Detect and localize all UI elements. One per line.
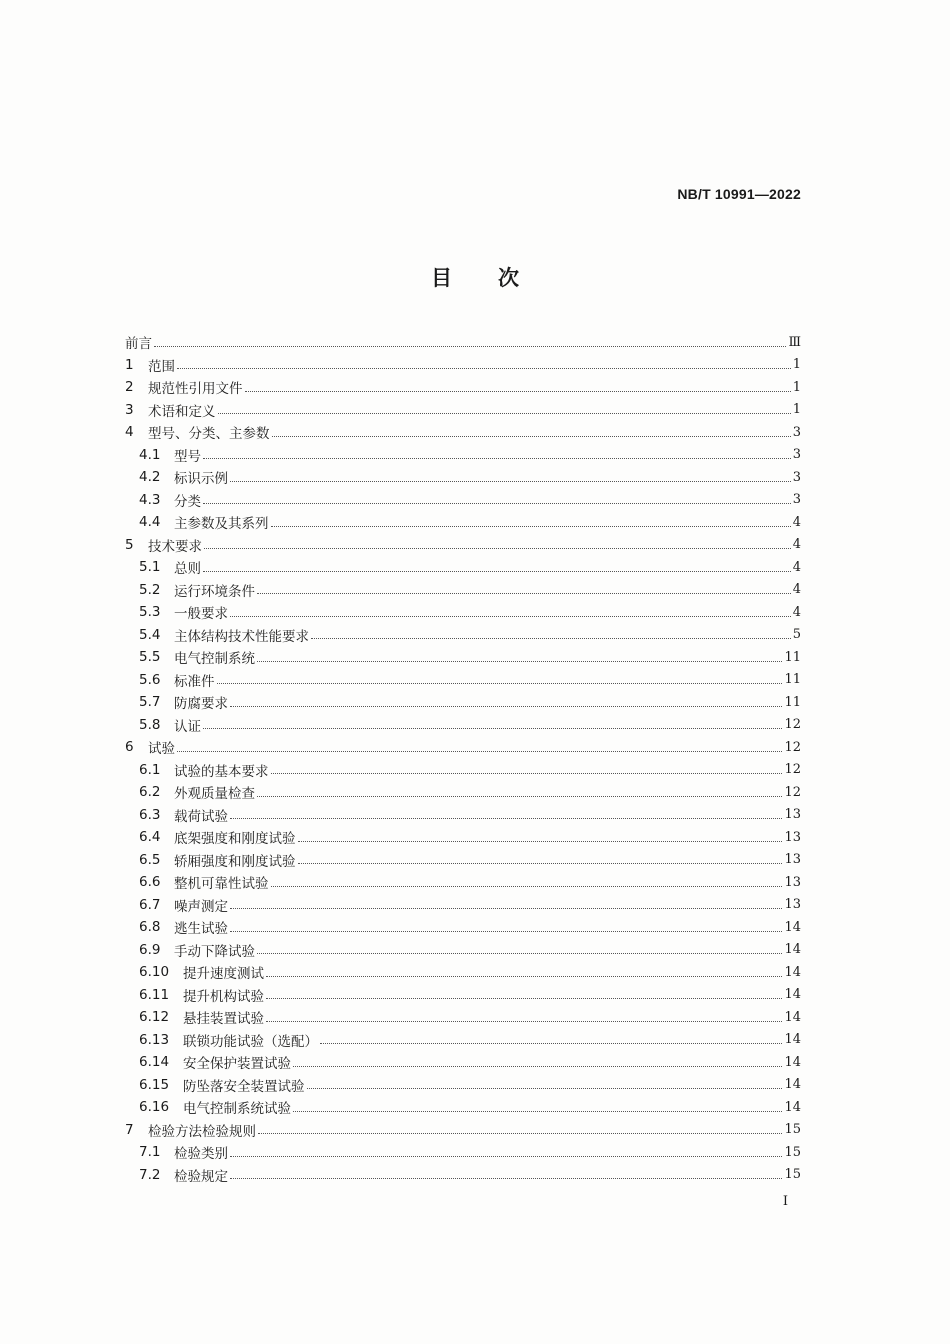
- toc-entry[interactable]: [125, 489, 801, 512]
- toc-entry[interactable]: [125, 871, 801, 894]
- toc-entry-title: 轿厢强度和刚度试验: [174, 853, 296, 870]
- toc-entry-page: 13: [784, 897, 801, 913]
- toc-leader-dots: [293, 1111, 782, 1112]
- toc-entry[interactable]: [125, 984, 801, 1007]
- toc-entry-page: 5: [792, 627, 801, 643]
- toc-entry-number: 5.2: [139, 581, 161, 598]
- toc-leader-dots: [257, 661, 782, 662]
- toc-entry-title: 防坠落安全装置试验: [183, 1078, 305, 1095]
- toc-entry-number: 4.3: [139, 491, 161, 508]
- toc-entry-title: 型号、分类、主参数: [148, 426, 270, 443]
- toc-entry-page: 13: [784, 874, 801, 890]
- toc-entry-title: 术语和定义: [148, 403, 216, 420]
- toc-entry-page: 4: [792, 537, 801, 553]
- toc-leader-dots: [257, 593, 791, 594]
- toc-entry[interactable]: [125, 1029, 801, 1052]
- toc-entry-title: 规范性引用文件: [148, 381, 243, 398]
- toc-leader-dots: [230, 481, 791, 482]
- toc-entry-number: 7: [125, 1121, 134, 1138]
- toc-entry[interactable]: [125, 714, 801, 737]
- toc-entry-number: 6: [125, 739, 134, 756]
- toc-entry-title: 试验: [148, 741, 175, 758]
- toc-entry-page: 14: [784, 1077, 801, 1093]
- toc-entry-page: 14: [784, 964, 801, 980]
- toc-entry-page: 13: [784, 807, 801, 823]
- toc-leader-dots: [271, 526, 791, 527]
- toc-entry-title: 标识示例: [174, 471, 228, 488]
- toc-entry[interactable]: [125, 1119, 801, 1142]
- toc-entry-page: 11: [784, 649, 801, 665]
- toc-entry-number: 7.2: [139, 1166, 161, 1183]
- toc-entry-page: 3: [792, 447, 801, 463]
- toc-leader-dots: [311, 638, 791, 639]
- toc-entry-number: 4: [125, 424, 134, 441]
- toc-entry-page: 12: [784, 739, 801, 755]
- toc-entry[interactable]: [125, 1006, 801, 1029]
- toc-entry-number: 5: [125, 536, 134, 553]
- toc-entry[interactable]: [125, 1051, 801, 1074]
- toc-entry-number: 6.10: [139, 964, 170, 981]
- toc-entry-page: 15: [784, 1167, 801, 1183]
- toc-entry-page: 11: [784, 694, 801, 710]
- toc-entry[interactable]: [125, 466, 801, 489]
- toc-entry-title: 认证: [174, 718, 201, 735]
- toc-leader-dots: [217, 683, 783, 684]
- toc-entry-page: 3: [792, 424, 801, 440]
- toc-entry[interactable]: [125, 669, 801, 692]
- toc-leader-dots: [154, 346, 786, 347]
- toc-entry-number: 6.15: [139, 1076, 170, 1093]
- toc-entry-page: 3: [792, 469, 801, 485]
- toc-entry-number: 6.4: [139, 829, 161, 846]
- toc-entry-title: 主参数及其系列: [174, 516, 269, 533]
- toc-leader-dots: [266, 998, 782, 999]
- toc-entry-title: 联锁功能试验（选配）: [183, 1033, 318, 1050]
- toc-entry-page: 1: [792, 379, 801, 395]
- toc-entry-page: 1: [792, 402, 801, 418]
- toc-leader-dots: [230, 616, 791, 617]
- toc-entry-number: 6.6: [139, 874, 161, 891]
- toc-entry-page: 15: [784, 1144, 801, 1160]
- toc-entry-page: 14: [784, 919, 801, 935]
- toc-leader-dots: [230, 908, 782, 909]
- toc-entry-title: 悬挂装置试验: [183, 1011, 264, 1028]
- toc-leader-dots: [177, 368, 791, 369]
- toc-entry[interactable]: [125, 781, 801, 804]
- toc-entry[interactable]: [125, 556, 801, 579]
- toc-entry-page: 12: [784, 717, 801, 733]
- toc-entry-title: 手动下降试验: [174, 943, 255, 960]
- toc-entry[interactable]: [125, 759, 801, 782]
- toc-entry-page: 11: [784, 672, 801, 688]
- toc-entry-number: 6.14: [139, 1054, 170, 1071]
- toc-entry[interactable]: [125, 511, 801, 534]
- toc-entry-number: 4.4: [139, 514, 161, 531]
- toc-entry-title: 主体结构技术性能要求: [174, 628, 309, 645]
- toc-leader-dots: [203, 458, 791, 459]
- toc-entry-title: 检验类别: [174, 1146, 228, 1163]
- toc-entry-number: 6.1: [139, 761, 161, 778]
- toc-entry-page: 4: [792, 604, 801, 620]
- toc-entry-number: 7.1: [139, 1144, 161, 1161]
- toc-entry-number: 6.3: [139, 806, 161, 823]
- toc-leader-dots: [230, 706, 782, 707]
- toc-leader-dots: [257, 953, 782, 954]
- toc-leader-dots: [266, 1021, 782, 1022]
- toc-entry[interactable]: [125, 939, 801, 962]
- toc-entry-title: 防腐要求: [174, 696, 228, 713]
- toc-entry-page: 14: [784, 987, 801, 1003]
- toc-entry-number: 2: [125, 379, 134, 396]
- toc-entry[interactable]: [125, 1096, 801, 1119]
- toc-entry-page: 4: [792, 582, 801, 598]
- toc-entry-title: 安全保护装置试验: [183, 1056, 291, 1073]
- toc-entry-page: 14: [784, 1099, 801, 1115]
- toc-leader-dots: [298, 863, 783, 864]
- toc-entry-number: 6.7: [139, 896, 161, 913]
- toc-entry-title: 型号: [174, 448, 201, 465]
- toc-entry[interactable]: [125, 421, 801, 444]
- toc-entry-number: 5.4: [139, 626, 161, 643]
- toc-entry[interactable]: [125, 601, 801, 624]
- toc-entry-number: 5.1: [139, 559, 161, 576]
- toc-entry-number: 5.6: [139, 671, 161, 688]
- toc-entry[interactable]: [125, 624, 801, 647]
- toc-entry-page: 14: [784, 1032, 801, 1048]
- toc-entry-title: 电气控制系统: [174, 651, 255, 668]
- toc-entry[interactable]: [125, 579, 801, 602]
- table-of-contents: [125, 331, 801, 1186]
- toc-entry-title: 提升速度测试: [183, 966, 264, 983]
- toc-entry-page: 12: [784, 762, 801, 778]
- toc-entry-number: 5.3: [139, 604, 161, 621]
- toc-leader-dots: [203, 503, 791, 504]
- toc-entry[interactable]: [125, 1074, 801, 1097]
- toc-entry-page: 13: [784, 852, 801, 868]
- toc-entry[interactable]: [125, 534, 801, 557]
- toc-entry-title: 标准件: [174, 673, 215, 690]
- toc-entry-page: 14: [784, 1009, 801, 1025]
- toc-entry-page: 3: [792, 492, 801, 508]
- toc-leader-dots: [320, 1043, 782, 1044]
- toc-entry-number: 5.8: [139, 716, 161, 733]
- toc-entry-page: 1: [792, 357, 801, 373]
- toc-leader-dots: [245, 391, 791, 392]
- toc-leader-dots: [272, 436, 791, 437]
- toc-entry-page: 14: [784, 942, 801, 958]
- toc-entry[interactable]: [125, 894, 801, 917]
- toc-entry-title: 载荷试验: [174, 808, 228, 825]
- toc-leader-dots: [257, 796, 782, 797]
- toc-entry-number: 3: [125, 401, 134, 418]
- toc-entry[interactable]: [125, 399, 801, 422]
- toc-entry[interactable]: [125, 849, 801, 872]
- toc-entry-number: 5.5: [139, 649, 161, 666]
- toc-entry-number: 4.2: [139, 469, 161, 486]
- toc-leader-dots: [307, 1088, 783, 1089]
- standard-code: NB/T 10991—2022: [677, 186, 801, 202]
- toc-entry-title: 底架强度和刚度试验: [174, 831, 296, 848]
- toc-entry[interactable]: [125, 804, 801, 827]
- toc-leader-dots: [230, 1178, 782, 1179]
- toc-leader-dots: [271, 773, 783, 774]
- toc-entry-title: 噪声测定: [174, 898, 228, 915]
- toc-entry[interactable]: [125, 1164, 801, 1187]
- toc-entry-number: 6.13: [139, 1031, 170, 1048]
- toc-leader-dots: [177, 751, 782, 752]
- toc-entry-number: 4.1: [139, 446, 161, 463]
- page-number: I: [782, 1194, 788, 1209]
- toc-entry-page: 4: [792, 559, 801, 575]
- toc-entry-page: 15: [784, 1122, 801, 1138]
- toc-entry-title: 一般要求: [174, 606, 228, 623]
- toc-entry-number: 6.9: [139, 941, 161, 958]
- toc-entry[interactable]: [125, 691, 801, 714]
- toc-entry-page: 14: [784, 1054, 801, 1070]
- toc-entry-title: 前言: [125, 336, 152, 353]
- toc-entry-title: 提升机构试验: [183, 988, 264, 1005]
- toc-leader-dots: [271, 886, 783, 887]
- toc-entry-title: 逃生试验: [174, 921, 228, 938]
- toc-entry[interactable]: [125, 736, 801, 759]
- toc-entry[interactable]: [125, 916, 801, 939]
- toc-entry-number: 6.16: [139, 1099, 170, 1116]
- toc-entry-number: 6.5: [139, 851, 161, 868]
- toc-entry-number: 6.11: [139, 986, 170, 1003]
- toc-entry-number: 1: [125, 356, 134, 373]
- toc-entry-title: 总则: [174, 561, 201, 578]
- toc-entry-title: 检验方法检验规则: [148, 1123, 256, 1140]
- toc-entry-title: 电气控制系统试验: [183, 1101, 291, 1118]
- toc-entry[interactable]: [125, 826, 801, 849]
- toc-entry-title: 检验规定: [174, 1168, 228, 1185]
- toc-entry-title: 分类: [174, 493, 201, 510]
- toc-entry[interactable]: [125, 444, 801, 467]
- toc-entry-title: 范围: [148, 358, 175, 375]
- toc-entry-number: 6.2: [139, 784, 161, 801]
- toc-entry[interactable]: [125, 961, 801, 984]
- toc-entry-title: 试验的基本要求: [174, 763, 269, 780]
- toc-leader-dots: [203, 571, 791, 572]
- toc-leader-dots: [230, 1156, 782, 1157]
- page-title: 目次: [431, 266, 565, 290]
- toc-entry[interactable]: [125, 354, 801, 377]
- toc-entry-page: 4: [792, 514, 801, 530]
- toc-entry-number: 5.7: [139, 694, 161, 711]
- toc-entry-page: 13: [784, 829, 801, 845]
- toc-leader-dots: [266, 976, 782, 977]
- toc-entry-title: 运行环境条件: [174, 583, 255, 600]
- toc-entry[interactable]: [125, 331, 801, 354]
- toc-entry-page: 12: [784, 784, 801, 800]
- toc-leader-dots: [258, 1133, 782, 1134]
- toc-leader-dots: [204, 548, 791, 549]
- toc-entry-title: 整机可靠性试验: [174, 876, 269, 893]
- toc-leader-dots: [298, 841, 783, 842]
- toc-entry-page: Ⅲ: [788, 334, 801, 350]
- toc-entry[interactable]: [125, 1141, 801, 1164]
- toc-entry-number: 6.12: [139, 1009, 170, 1026]
- toc-entry-title: 技术要求: [148, 538, 202, 555]
- toc-leader-dots: [230, 931, 782, 932]
- toc-leader-dots: [203, 728, 782, 729]
- toc-entry-number: 6.8: [139, 919, 161, 936]
- toc-leader-dots: [293, 1066, 782, 1067]
- toc-entry[interactable]: [125, 376, 801, 399]
- toc-leader-dots: [218, 413, 791, 414]
- toc-entry[interactable]: [125, 646, 801, 669]
- toc-leader-dots: [230, 818, 782, 819]
- toc-entry-title: 外观质量检查: [174, 786, 255, 803]
